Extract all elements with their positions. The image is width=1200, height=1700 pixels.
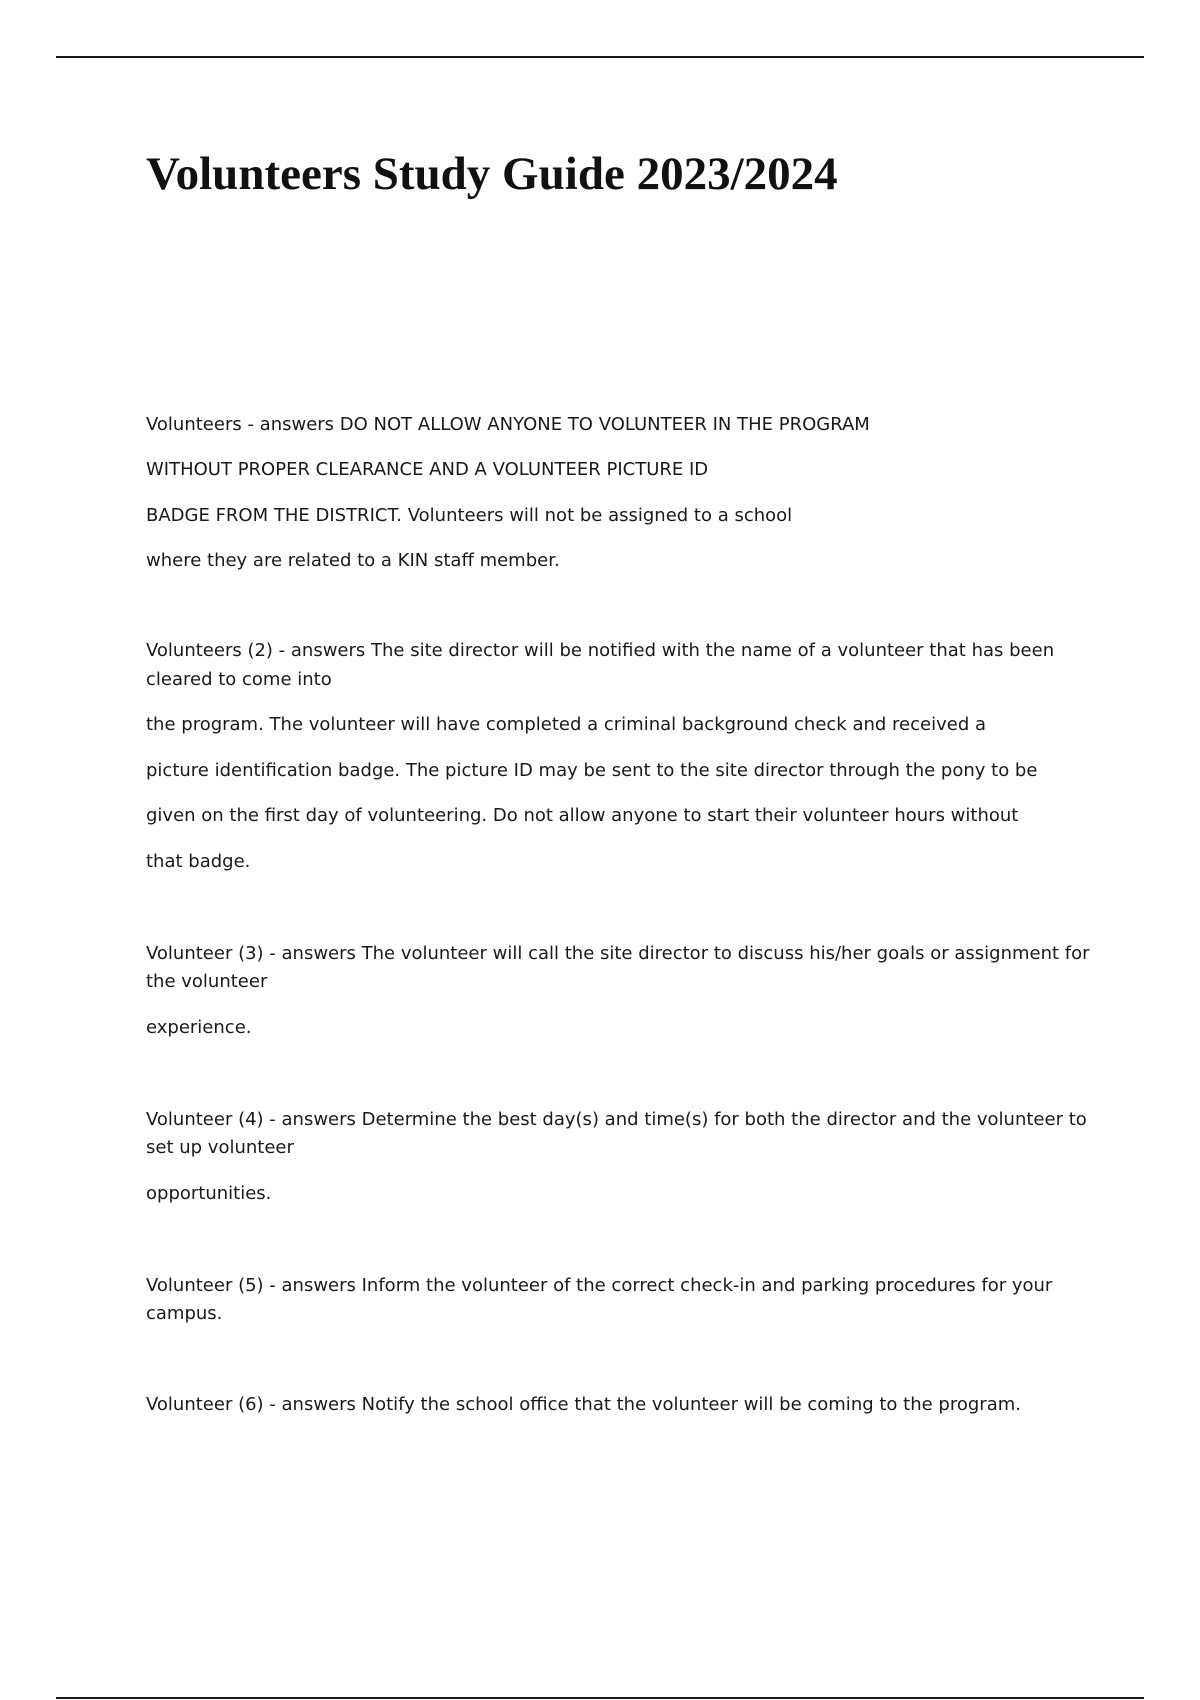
- entry-5-line-2: campus.: [146, 1303, 223, 1324]
- entry-3-line-1: Volunteer (3) - answers The volunteer will call the site director to discuss his/her goals or assignment for: [146, 943, 1090, 964]
- entry-3-line-2: the volunteer: [146, 971, 268, 992]
- entry-2-line-3: the program. The volunteer will have completed a criminal background check and received a: [146, 714, 986, 735]
- entry-2-line-5: given on the first day of volunteering. Do not allow anyone to start their volunteer hours without: [146, 805, 1019, 826]
- entry-5-line-1: Volunteer (5) - answers Inform the volunteer of the correct check-in and parking procedures for your: [146, 1275, 1053, 1296]
- entry-3-line-3: experience.: [146, 1017, 252, 1038]
- entry-1-line-1: Volunteers - answers DO NOT ALLOW ANYONE TO VOLUNTEER IN THE PROGRAM: [146, 414, 870, 435]
- entry-2-line-4: picture identification badge. The picture ID may be sent to the site director through the pony to be: [146, 760, 1038, 781]
- entry-1-line-2: WITHOUT PROPER CLEARANCE AND A VOLUNTEER PICTURE ID: [146, 459, 709, 480]
- bottom-divider: [56, 1697, 1144, 1699]
- entry-6-line-1: Volunteer (6) - answers Notify the school office that the volunteer will be coming to the program.: [146, 1394, 1021, 1415]
- entry-4-line-1: Volunteer (4) - answers Determine the best day(s) and time(s) for both the director and the volunteer to: [146, 1109, 1087, 1130]
- document-title: Volunteers Study Guide 2023/2024: [146, 148, 838, 200]
- entry-4-line-3: opportunities.: [146, 1183, 272, 1204]
- entry-1-line-3: BADGE FROM THE DISTRICT. Volunteers will not be assigned to a school: [146, 505, 793, 526]
- entry-1-line-4: where they are related to a KIN staff member.: [146, 550, 560, 571]
- entry-2-line-1: Volunteers (2) - answers The site director will be notified with the name of a volunteer that has been: [146, 640, 1055, 661]
- top-divider: [56, 56, 1144, 58]
- entry-2-line-2: cleared to come into: [146, 669, 332, 690]
- entry-4-line-2: set up volunteer: [146, 1137, 294, 1158]
- entry-2-line-6: that badge.: [146, 851, 251, 872]
